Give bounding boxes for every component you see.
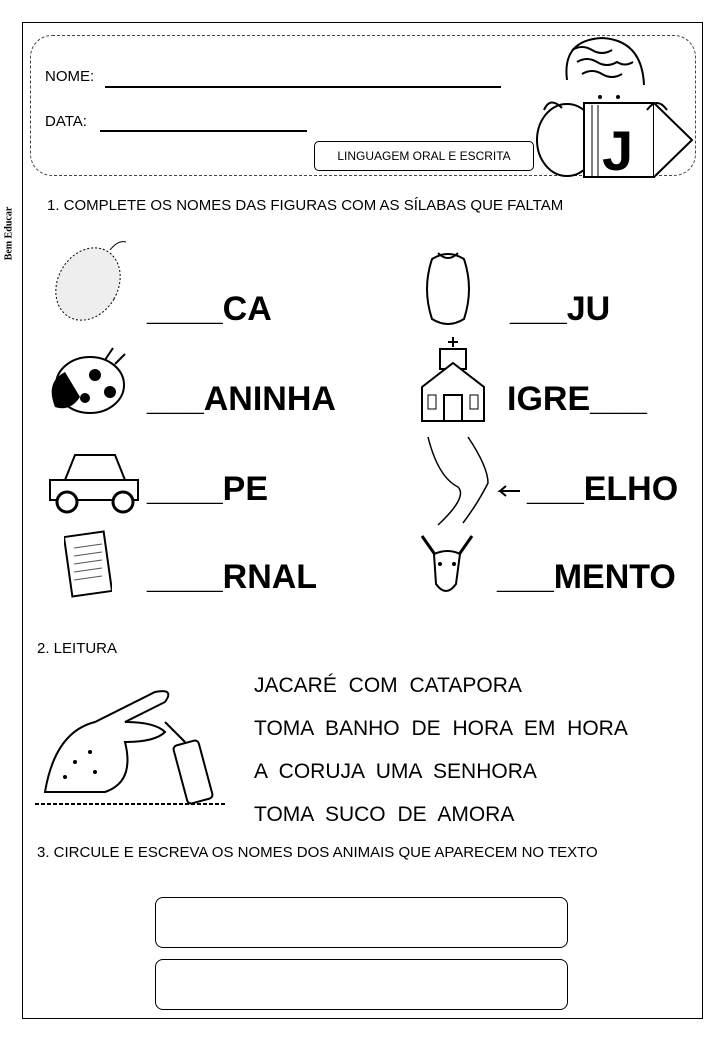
question-3-title: 3. CIRCULE E ESCREVA OS NOMES DOS ANIMAIS QUE APARECEM NO TEXTO <box>37 844 598 861</box>
knee-icon <box>408 435 523 527</box>
ladybug-icon <box>35 340 130 420</box>
jeep-icon <box>45 440 145 515</box>
word-igreja: IGRE___ <box>507 380 647 418</box>
word-joaninha: ___ANINHA <box>147 380 336 418</box>
word-jaca: ____CA <box>147 290 272 328</box>
question-2-title: 2. LEITURA <box>37 640 118 657</box>
poem-line-1: JACARÉ COM CATAPORA <box>254 674 522 697</box>
date-label: DATA: <box>45 113 87 130</box>
poem-line-4: TOMA SUCO DE AMORA <box>254 803 515 826</box>
name-label: NOME: <box>45 68 95 85</box>
cashew-icon <box>420 245 476 327</box>
jackfruit-icon <box>50 238 130 324</box>
name-field[interactable] <box>105 72 501 88</box>
alligator-drinking-juice-icon <box>35 682 235 812</box>
mascot-letter: J <box>602 119 634 178</box>
date-field[interactable] <box>100 116 307 132</box>
word-jumento: ___MENTO <box>497 558 676 596</box>
donkey-icon <box>412 528 482 600</box>
watermark-logo: Bem Educar <box>3 206 15 261</box>
word-jornal: ____RNAL <box>147 558 318 596</box>
word-jipe: ____PE <box>147 470 268 508</box>
answer-box-1[interactable] <box>155 897 568 948</box>
answer-box-2[interactable] <box>155 959 568 1010</box>
poem-line-2: TOMA BANHO DE HORA EM HORA <box>254 717 628 740</box>
question-1-title: 1. COMPLETE OS NOMES DAS FIGURAS COM AS SÍLABAS QUE FALTAM <box>47 197 564 214</box>
poem-line-3: A CORUJA UMA SENHORA <box>254 760 537 783</box>
word-caju: ___JU <box>510 290 611 328</box>
girl-pencil-mascot-icon <box>532 30 697 178</box>
newspaper-icon <box>64 530 112 598</box>
church-icon <box>418 335 488 425</box>
subject-badge: LINGUAGEM ORAL E ESCRITA <box>314 141 534 171</box>
word-joelho: ___ELHO <box>527 470 679 508</box>
